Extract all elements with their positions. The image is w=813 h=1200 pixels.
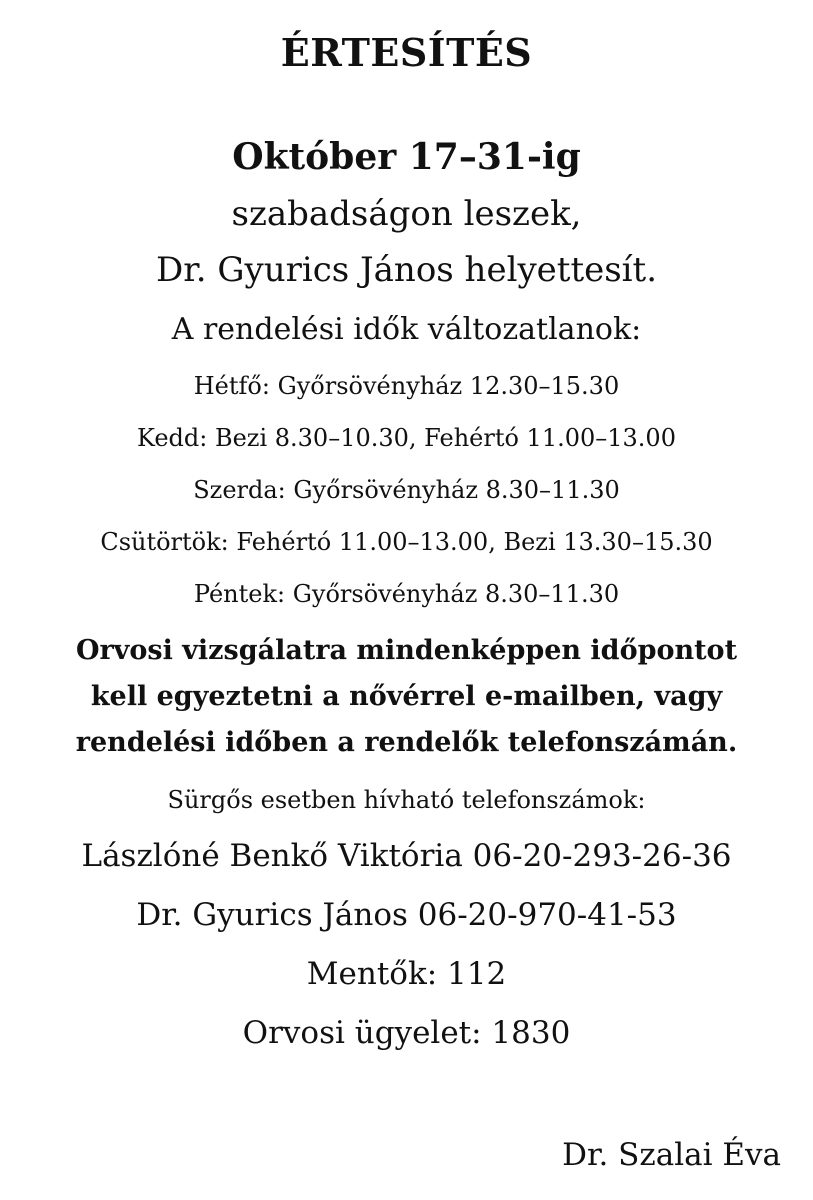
signature: Dr. Szalai Éva [562, 1137, 781, 1173]
hours-intro: A rendelési idők változatlanok: [171, 312, 642, 347]
schedule-thursday: Csütörtök: Fehértó 11.00–13.00, Bezi 13.30–15.30 [100, 528, 713, 556]
schedule-friday: Péntek: Győrsövényház 8.30–11.30 [193, 580, 620, 608]
appointment-line-2: kell egyeztetni a nővérrel e-mailben, vagy [90, 681, 723, 712]
vacation-line-1: szabadságon leszek, [231, 194, 582, 234]
schedule-monday: Hétfő: Győrsövényház 12.30–15.30 [193, 372, 620, 400]
urgent-intro: Sürgős esetben hívható telefonszámok: [167, 786, 646, 814]
appointment-line-1: Orvosi vizsgálatra mindenképpen időpontot [75, 635, 738, 666]
schedule-tuesday: Kedd: Bezi 8.30–10.30, Fehértó 11.00–13.00 [137, 424, 676, 452]
schedule-wednesday: Szerda: Győrsövényház 8.30–11.30 [193, 476, 620, 504]
appointment-line-3: rendelési időben a rendelők telefonszámán. [75, 727, 738, 758]
phone-ambulance: Mentők: 112 [306, 956, 507, 992]
phone-nurse: Lászlóné Benkő Viktória 06-20-293-26-36 [81, 838, 732, 874]
phone-on-call: Orvosi ügyelet: 1830 [242, 1015, 571, 1051]
vacation-line-2: Dr. Gyurics János helyettesít. [155, 250, 658, 290]
notice-title: ÉRTESÍTÉS [280, 30, 533, 75]
phone-substitute-doctor: Dr. Gyurics János 06-20-970-41-53 [136, 897, 677, 933]
vacation-dates: Október 17–31-ig [232, 136, 581, 178]
